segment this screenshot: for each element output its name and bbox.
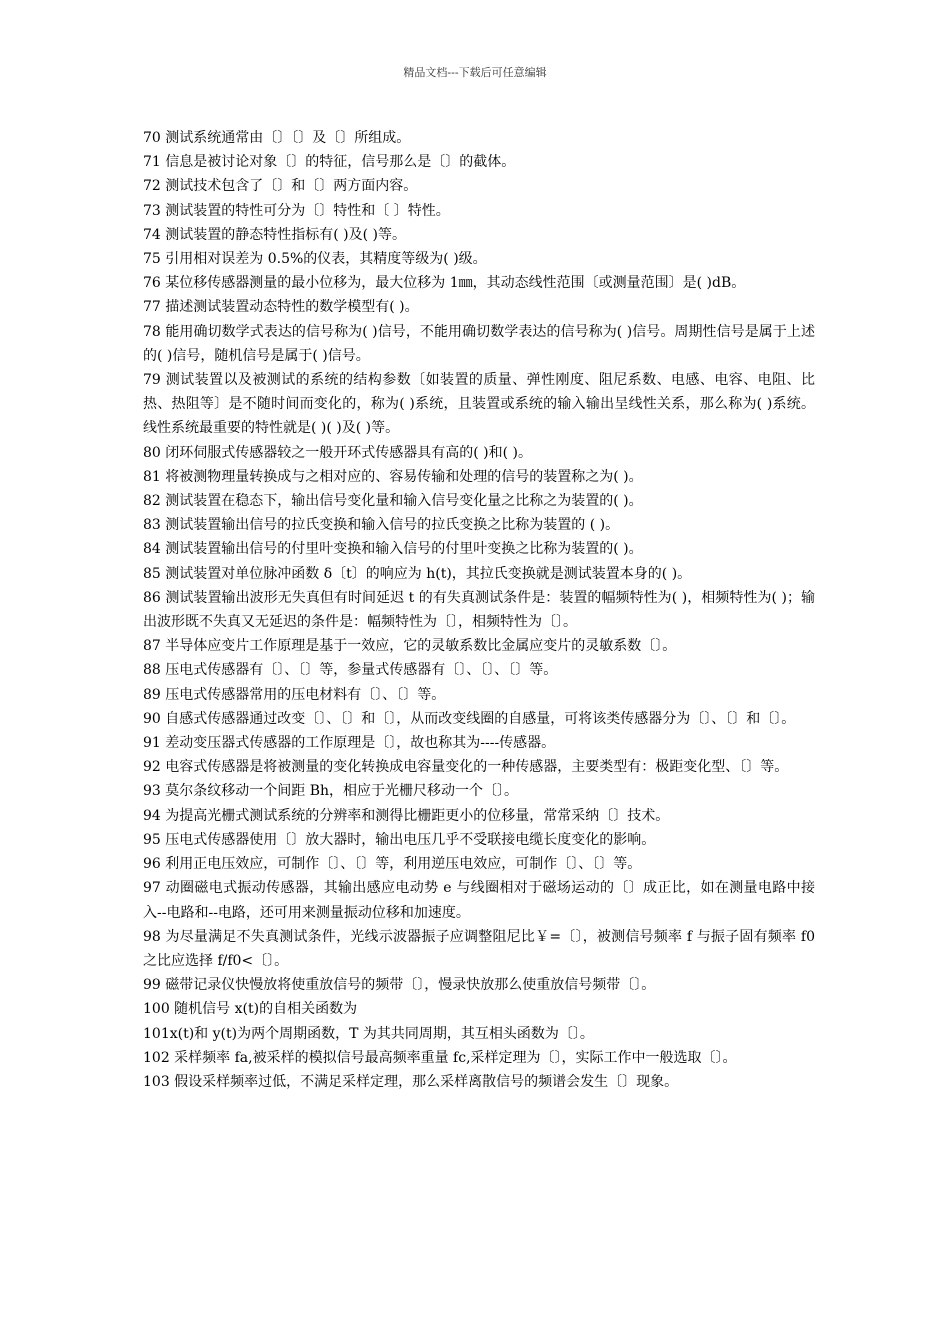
question-88: 88 压电式传感器有〔〕、〔〕等，参量式传感器有〔〕、〔〕、〔〕等。 bbox=[143, 662, 558, 679]
question-83: 83 测试装置输出信号的拉氏变换和输入信号的拉氏变换之比称为装置的 ( )。 bbox=[143, 517, 620, 534]
question-100: 100 随机信号 x(t)的自相关函数为 bbox=[143, 1001, 358, 1018]
question-85: 85 测试装置对单位脉冲函数 δ〔t〕的响应为 h(t)，其拉氏变换就是测试装置本身的( )。 bbox=[143, 565, 692, 582]
question-76: 76 某位移传感器测量的最小位移为，最大位移为 1㎜，其动态线性范围〔或测量范围〕是( )dB。 bbox=[143, 275, 746, 292]
question-95: 95 压电式传感器使用〔〕放大器时，输出电压几乎不受联接电缆长度变化的影响。 bbox=[143, 831, 656, 848]
question-86: 86 测试装置输出波形无失真但有时间延迟 t 的有失真测试条件是：装置的幅频特性为( )，相频特性为( )；输出波形既不失真又无延迟的条件是：幅频特性为〔〕，相频特性为〔〕。 bbox=[143, 589, 815, 631]
question-80: 80 闭环伺服式传感器较之一般开环式传感器具有高的( )和( )。 bbox=[143, 444, 533, 461]
question-82: 82 测试装置在稳态下，输出信号变化量和输入信号变化量之比称之为装置的( )。 bbox=[143, 493, 643, 510]
question-103: 103 假设采样频率过低，不满足采样定理，那么采样离散信号的频谱会发生〔〕现象。 bbox=[143, 1073, 679, 1090]
question-91: 91 差动变压器式传感器的工作原理是〔〕，故也称其为----传感器。 bbox=[143, 735, 556, 752]
question-96: 96 利用正电压效应，可制作〔〕、〔〕等，利用逆压电效应，可制作〔〕、〔〕等。 bbox=[143, 856, 642, 873]
question-77: 77 描述测试装置动态特性的数学模型有( )。 bbox=[143, 299, 419, 316]
question-99: 99 磁带记录仪快慢放将使重放信号的频带〔〕，慢录快放那么使重放信号频带〔〕。 bbox=[143, 977, 656, 994]
question-78: 78 能用确切数学式表达的信号称为( )信号，不能用确切数学表达的信号称为( )信号。周期性信号是属于上述的( )信号，随机信号是属于( )信号。 bbox=[143, 323, 815, 364]
question-92: 92 电容式传感器是将被测量的变化转换成电容量变化的一种传感器，主要类型有：极距变化型、〔〕等。 bbox=[143, 759, 789, 776]
question-89: 89 压电式传感器常用的压电材料有〔〕、〔〕等。 bbox=[143, 686, 446, 703]
question-70: 70 测试系统通常由〔〕〔〕及〔〕所组成。 bbox=[143, 130, 411, 146]
question-75: 75 引用相对误差为 0.5%的仪表，其精度等级为( )级。 bbox=[143, 251, 487, 268]
question-84: 84 测试装置输出信号的付里叶变换和输入信号的付里叶变换之比称为装置的( )。 bbox=[143, 541, 643, 558]
question-87: 87 半导体应变片工作原理是基于一效应，它的灵敏系数比金属应变片的灵敏系数〔〕。 bbox=[143, 638, 677, 655]
question-101: 101x(t)和 y(t)为两个周期函数，T 为其共同周期，其互相头函数为〔〕。 bbox=[143, 1025, 594, 1042]
question-71: 71 信息是被讨论对象〔〕的特征，信号那么是〔〕的截体。 bbox=[143, 154, 516, 171]
page-header: 精品文档---下载后可任意编辑 bbox=[403, 66, 547, 79]
question-73: 73 测试装置的特性可分为〔〕特性和〔 〕特性。 bbox=[143, 202, 450, 219]
question-102: 102 采样频率 fa,被采样的模拟信号最高频率重量 fc,采样定理为〔〕，实际工作中一般选取〔〕。 bbox=[143, 1049, 737, 1066]
question-90: 90 自感式传感器通过改变〔〕、〔〕和〔〕，从而改变线圈的自感量，可将该类传感器分为〔〕、〔〕和〔〕。 bbox=[143, 710, 796, 727]
question-97: 97 动圈磁电式振动传感器，其输出感应电动势 e 与线圈相对于磁场运动的〔〕成正比，如在测量电路中接入--电路和--电路，还可用来测量振动位移和加速度。 bbox=[143, 880, 815, 921]
question-74: 74 测试装置的静态特性指标有( )及( )等。 bbox=[143, 226, 407, 243]
question-94: 94 为提高光栅式测试系统的分辨率和测得比栅距更小的位移量，常常采纳〔〕技术。 bbox=[143, 807, 670, 824]
question-98: 98 为尽量满足不失真测试条件，光线示波器振子应调整阻尼比￥=〔〕，被测信号频率 f 与振子固有频率 f0 之比应选择 f/f0<〔〕。 bbox=[143, 928, 815, 969]
question-93: 93 莫尔条纹移动一个间距 Bh，相应于光栅尺移动一个〔〕。 bbox=[143, 783, 519, 800]
question-81: 81 将被测物理量转换成与之相对应的、容易传输和处理的信号的装置称之为( )。 bbox=[143, 468, 643, 485]
question-list bbox=[143, 126, 815, 1094]
question-72: 72 测试技术包含了〔〕和〔〕两方面内容。 bbox=[143, 178, 418, 195]
question-79: 79 测试装置以及被测试的系统的结构参数〔如装置的质量、弹性刚度、阻尼系数、电感、电容、电阻、比热、热阻等〕是不随时间而变化的，称为( )系统，且装置或系统的输入输出呈线性关系，那么称为( )系统。线性系统最重要的特性就是( )( )及( )等。 bbox=[143, 372, 815, 437]
